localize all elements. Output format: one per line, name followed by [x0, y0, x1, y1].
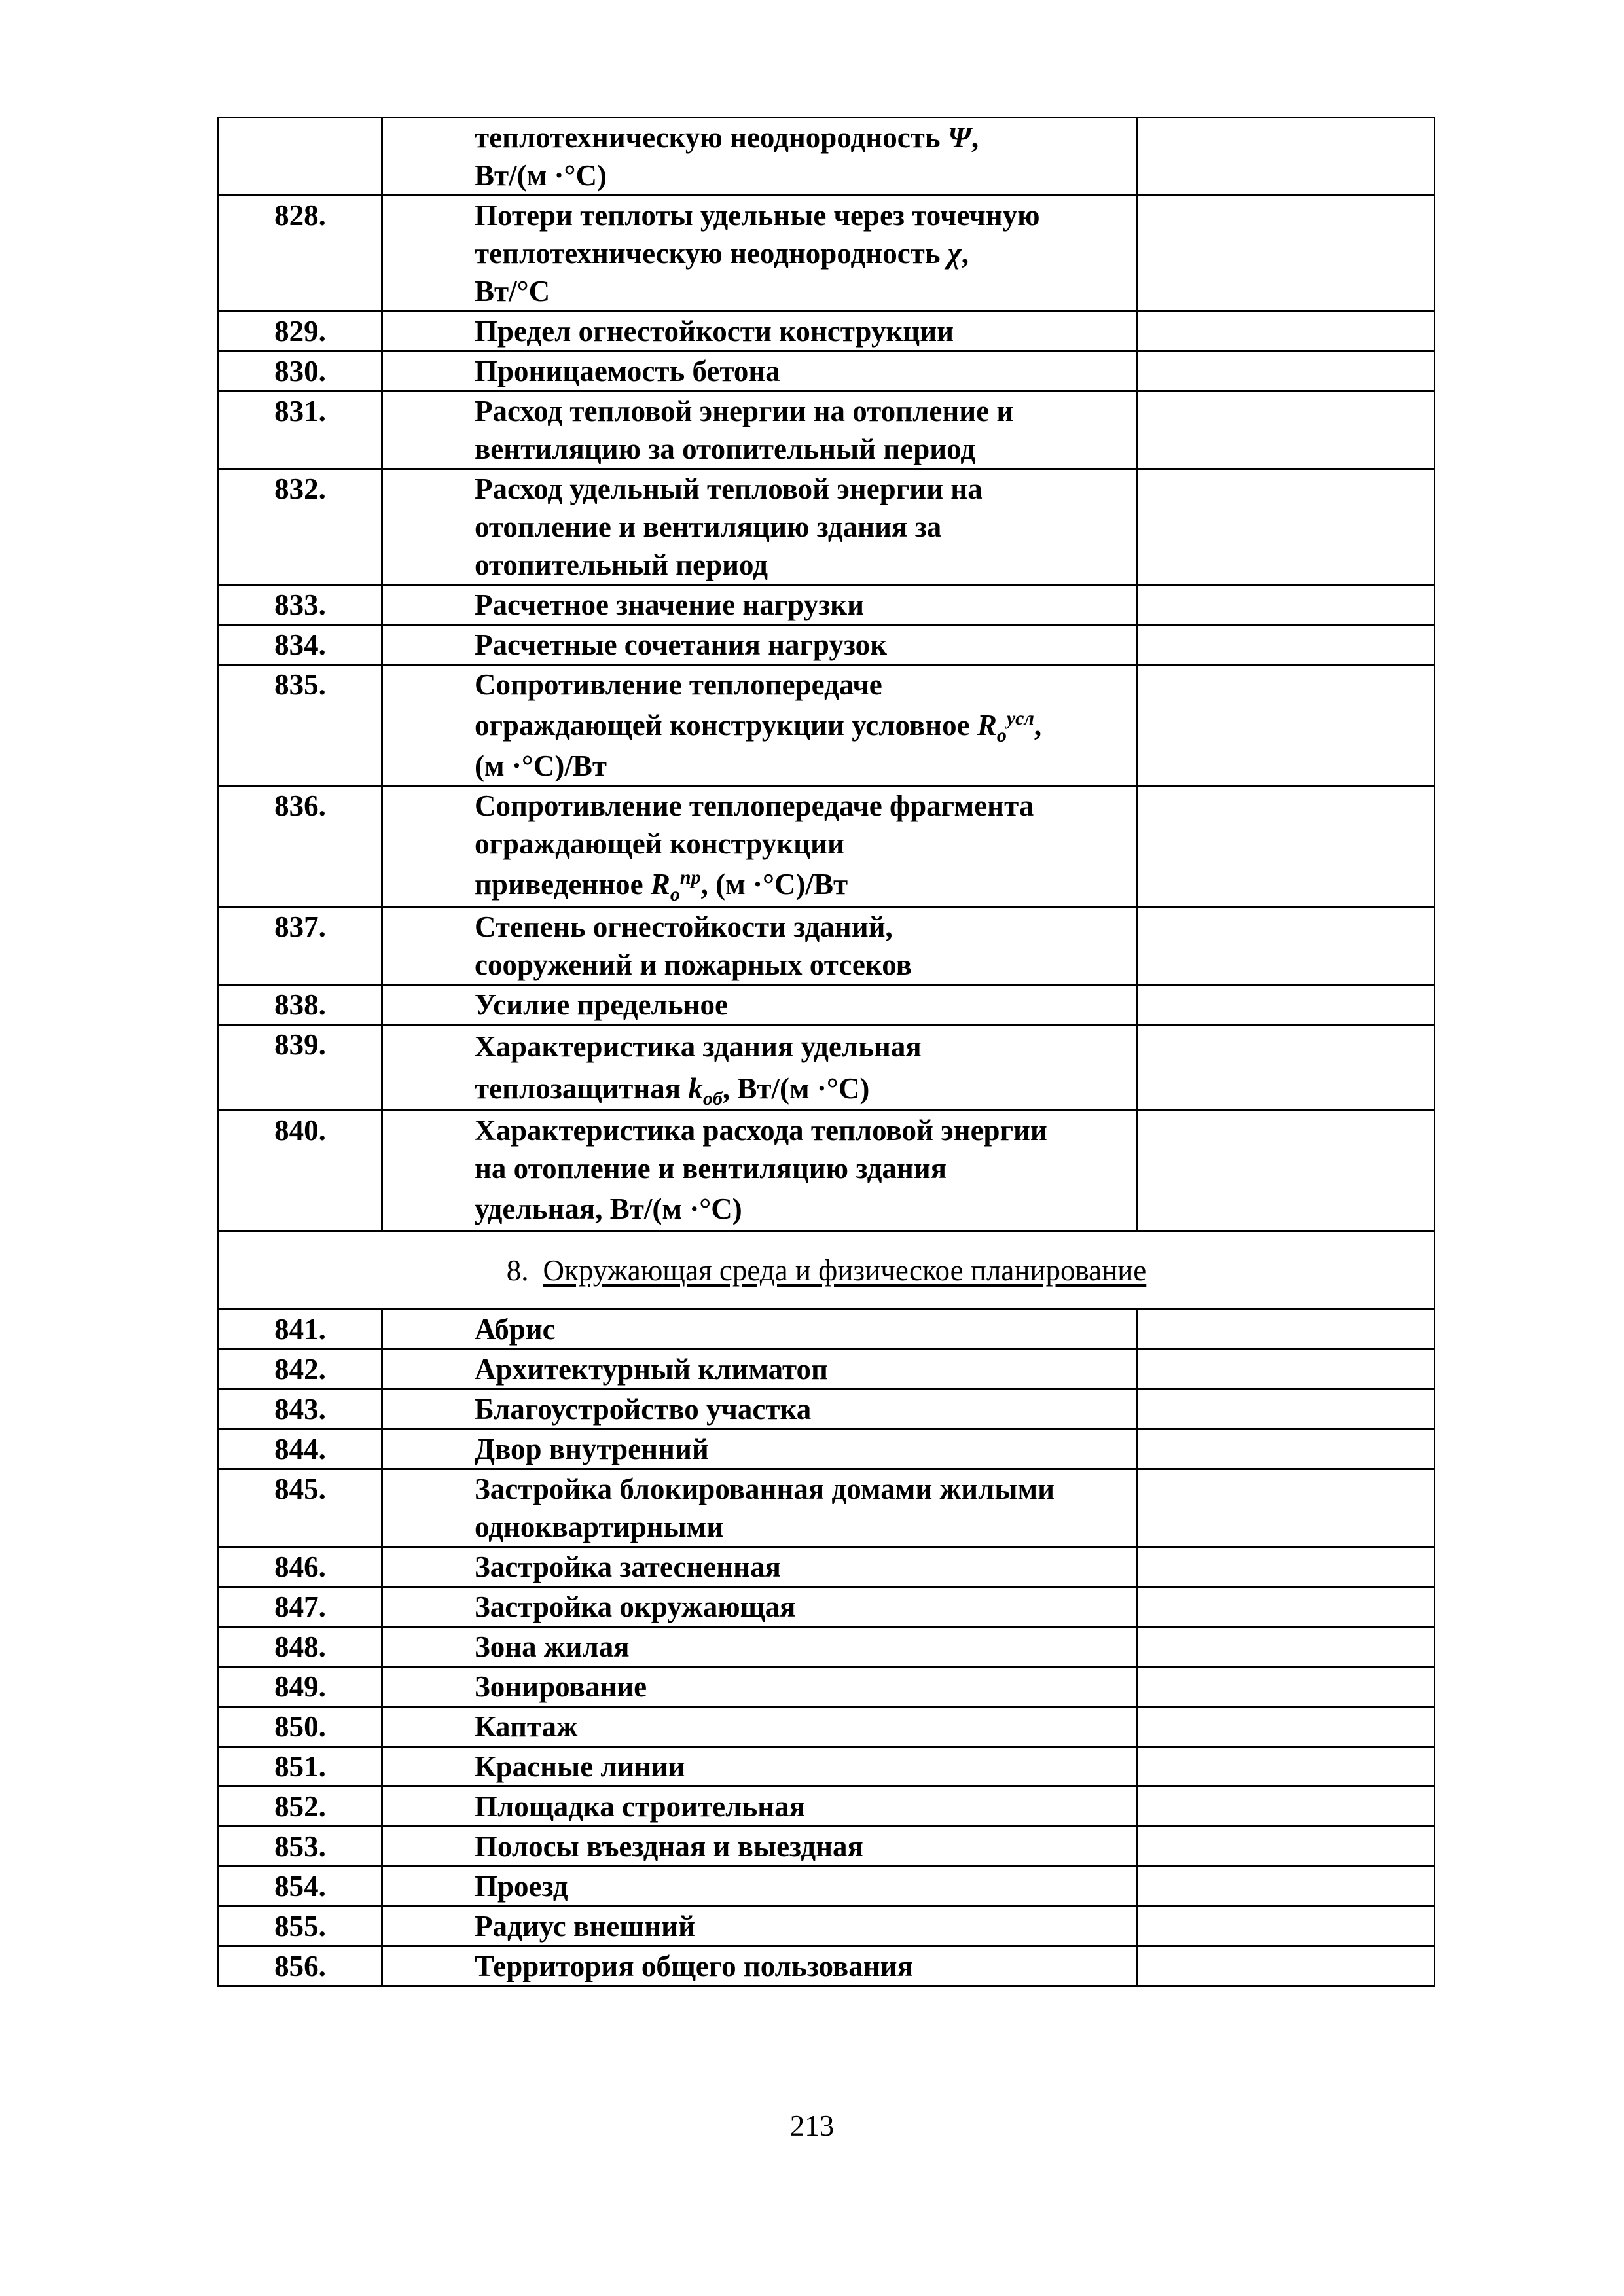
empty-cell — [1138, 1627, 1435, 1667]
row-number: 830. — [219, 351, 382, 391]
table-row — [219, 1350, 1435, 1390]
table-row — [219, 1946, 1435, 1986]
term-text: Расход тепловой энергии на отопление и вентиляцию за отопительный период — [382, 391, 1138, 469]
row-number: 832. — [219, 469, 382, 585]
table-row — [219, 1390, 1435, 1429]
term-text: Красные линии — [382, 1747, 1138, 1787]
row-number: 841. — [219, 1310, 382, 1350]
row-number — [219, 118, 382, 196]
row-number: 840. — [219, 1111, 382, 1232]
row-number: 837. — [219, 907, 382, 985]
empty-cell — [1138, 1111, 1435, 1232]
table-row — [219, 1310, 1435, 1350]
term-text: Проницаемость бетона — [382, 351, 1138, 391]
term-text: Застройка окружающая — [382, 1587, 1138, 1627]
row-number: 848. — [219, 1627, 382, 1667]
table-row — [219, 1111, 1435, 1232]
empty-cell — [1138, 1469, 1435, 1547]
empty-cell — [1138, 1587, 1435, 1627]
terms-table — [217, 117, 1435, 1987]
row-number: 836. — [219, 786, 382, 907]
empty-cell — [1138, 665, 1435, 786]
row-number: 851. — [219, 1747, 382, 1787]
term-text: Территория общего пользования — [382, 1946, 1138, 1986]
empty-cell — [1138, 312, 1435, 351]
row-number: 834. — [219, 625, 382, 665]
table-row — [219, 907, 1435, 985]
term-text: Сопротивление теплопередаче фрагмента ограждающей конструкции приведенное $R_o^{пр}$, (м ·°С)/Вт — [382, 786, 1138, 907]
empty-cell — [1138, 1547, 1435, 1587]
row-number: 847. — [219, 1587, 382, 1627]
term-text: Характеристика расхода тепловой энергии на отопление и вентиляцию здания удельная, Вт/(м ·°С) — [382, 1111, 1138, 1232]
term-text: Архитектурный климатоп — [382, 1350, 1138, 1390]
table-row — [219, 786, 1435, 907]
empty-cell — [1138, 1747, 1435, 1787]
term-text: Усилие предельное — [382, 985, 1138, 1025]
term-text: Расчетные сочетания нагрузок — [382, 625, 1138, 665]
table-row — [219, 1667, 1435, 1707]
empty-cell — [1138, 585, 1435, 625]
table-row — [219, 312, 1435, 351]
term-text: Потери теплоты удельные через точечную теплотехническую неоднородность χ, Вт/°С — [382, 196, 1138, 312]
term-text: Расчетное значение нагрузки — [382, 585, 1138, 625]
row-number: 835. — [219, 665, 382, 786]
table-row — [219, 391, 1435, 469]
row-number: 850. — [219, 1707, 382, 1747]
table-row — [219, 469, 1435, 585]
table-row — [219, 1429, 1435, 1469]
row-number: 833. — [219, 585, 382, 625]
table-row — [219, 118, 1435, 196]
section-heading — [219, 1232, 1435, 1310]
term-text: Абрис — [382, 1310, 1138, 1350]
row-number: 852. — [219, 1787, 382, 1827]
term-text: Степень огнестойкости зданий, сооружений и пожарных отсеков — [382, 907, 1138, 985]
row-number: 855. — [219, 1907, 382, 1946]
term-text: Каптаж — [382, 1707, 1138, 1747]
table-row — [219, 1025, 1435, 1111]
empty-cell — [1138, 1429, 1435, 1469]
empty-cell — [1138, 1707, 1435, 1747]
empty-cell — [1138, 1025, 1435, 1111]
empty-cell — [1138, 351, 1435, 391]
empty-cell — [1138, 1667, 1435, 1707]
row-number: 838. — [219, 985, 382, 1025]
table-row — [219, 1627, 1435, 1667]
empty-cell — [1138, 1827, 1435, 1867]
empty-cell — [1138, 1787, 1435, 1827]
empty-cell — [1138, 1310, 1435, 1350]
row-number: 831. — [219, 391, 382, 469]
row-number: 842. — [219, 1350, 382, 1390]
term-text: Благоустройство участка — [382, 1390, 1138, 1429]
term-text: Сопротивление теплопередаче ограждающей конструкции условное $R_o^{усл}$, (м ·°С)/Вт — [382, 665, 1138, 786]
empty-cell — [1138, 1350, 1435, 1390]
table-row — [219, 1547, 1435, 1587]
table-row — [219, 1787, 1435, 1827]
empty-cell — [1138, 1907, 1435, 1946]
empty-cell — [1138, 625, 1435, 665]
empty-cell — [1138, 118, 1435, 196]
table-row — [219, 665, 1435, 786]
empty-cell — [1138, 391, 1435, 469]
term-text: Зонирование — [382, 1667, 1138, 1707]
table-row — [219, 1827, 1435, 1867]
row-number: 849. — [219, 1667, 382, 1707]
row-number: 828. — [219, 196, 382, 312]
term-text: Двор внутренний — [382, 1429, 1138, 1469]
table-row — [219, 1469, 1435, 1547]
empty-cell — [1138, 907, 1435, 985]
table-row — [219, 625, 1435, 665]
term-text: Застройка затесненная — [382, 1547, 1138, 1587]
row-number: 843. — [219, 1390, 382, 1429]
row-number: 839. — [219, 1025, 382, 1111]
term-text: Площадка строительная — [382, 1787, 1138, 1827]
term-text: Характеристика здания удельная теплозащитная $k_{об}$, Вт/(м ·°С) — [382, 1025, 1138, 1111]
empty-cell — [1138, 196, 1435, 312]
empty-cell — [1138, 786, 1435, 907]
row-number: 854. — [219, 1867, 382, 1907]
term-text: Расход удельный тепловой энергии на отопление и вентиляцию здания за отопительный период — [382, 469, 1138, 585]
table-row — [219, 985, 1435, 1025]
row-number: 856. — [219, 1946, 382, 1986]
term-text: теплотехническую неоднородность Ψ, Вт/(м ·°С) — [382, 118, 1138, 196]
empty-cell — [1138, 985, 1435, 1025]
table-row — [219, 196, 1435, 312]
row-number: 829. — [219, 312, 382, 351]
row-number: 846. — [219, 1547, 382, 1587]
row-number: 853. — [219, 1827, 382, 1867]
empty-cell — [1138, 469, 1435, 585]
term-text: Предел огнестойкости конструкции — [382, 312, 1138, 351]
table-row — [219, 1867, 1435, 1907]
row-number: 844. — [219, 1429, 382, 1469]
empty-cell — [1138, 1946, 1435, 1986]
table-row — [219, 1907, 1435, 1946]
term-text: Полосы въездная и выездная — [382, 1827, 1138, 1867]
term-text: Застройка блокированная домами жилыми одноквартирными — [382, 1469, 1138, 1547]
empty-cell — [1138, 1867, 1435, 1907]
table-row — [219, 1747, 1435, 1787]
table-row — [219, 585, 1435, 625]
section-title: Окружающая среда и физическое планирование — [543, 1254, 1147, 1287]
section-row — [219, 1232, 1435, 1310]
term-text: Зона жилая — [382, 1627, 1138, 1667]
table-row — [219, 1587, 1435, 1627]
term-text: Радиус внешний — [382, 1907, 1138, 1946]
term-text: Проезд — [382, 1867, 1138, 1907]
section-number: 8. — [506, 1254, 529, 1287]
table-row — [219, 351, 1435, 391]
row-number: 845. — [219, 1469, 382, 1547]
page-number: 213 — [789, 2109, 835, 2142]
empty-cell — [1138, 1390, 1435, 1429]
table-row — [219, 1707, 1435, 1747]
